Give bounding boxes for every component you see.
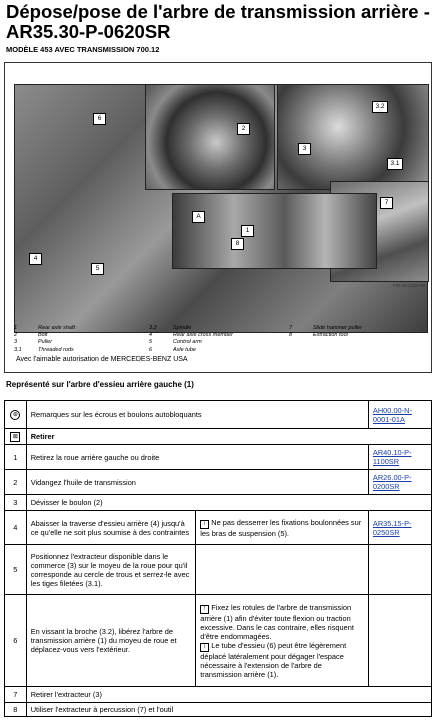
callout-6: 6 — [93, 113, 106, 125]
info-icon: ⊛ — [10, 410, 20, 420]
step-text: Abaisser la traverse d'essieu arrière (4) jusqu'à ce qu'elle ne soit plus soumise à des contraintes — [26, 511, 196, 545]
table-row: 7 Retirer l'extracteur (3) — [5, 687, 432, 703]
callout-8: 8 — [231, 238, 244, 250]
callout-A: A — [192, 211, 205, 223]
table-row: 5 Positionnez l'extracteur disponible dans le commerce (3) sur le moyeu de la roue pour qu'il corresponde au cercle de trous et serrez-le avec les tiges filetées (3.1). — [5, 545, 432, 595]
callout-4: 4 — [29, 253, 42, 265]
table-row: 1 Retirez la roue arrière gauche ou droite AR40.10-P-1100SR — [5, 445, 432, 470]
callout-3-1: 3.1 — [387, 158, 403, 170]
step-text: En vissant la broche (3.2), libérez l'arbre de transmission arrière (1) du moyeu de roue et déplacez-vous vers l'extérieur. — [26, 595, 196, 687]
step-text: Positionnez l'extracteur disponible dans le commerce (3) sur le moyeu de la roue pour qu'il corresponde au cercle de trous et serrez-le avec les tiges filetées (3.1). — [26, 545, 196, 595]
photo-extraction — [172, 193, 377, 269]
section-subtitle: Représenté sur l'arbre d'essieu arrière gauche (1) — [6, 380, 194, 389]
photo-wheel-hub — [145, 84, 275, 190]
step-text: Remarques sur les écrous et boulons autobloquants — [26, 401, 368, 429]
doc-link-AR26.00[interactable]: AR26.00-P-0200SR — [372, 473, 412, 491]
figure-panel: 6 2 3 3.2 3.1 7 A 1 4 5 8 P35.30-2166-09 1 Rear axle shaft 2 Bolt 3 Puller 3.1 Threaded rods 3.2 Spindle 4 Rear axle cross member 5 Control arm 6 Axle tube 7 Slide hammer puller 8 Extraction tool Avec l'aimable autorisation de MERCEDES-BENZ USA — [4, 62, 432, 373]
doc-link-AR40.10[interactable]: AR40.10-P-1100SR — [372, 448, 412, 466]
doc-link-AR35.15[interactable]: AR35.15-P-0250SR — [372, 518, 412, 537]
table-row — [5, 429, 432, 445]
table-row: 6 En vissant la broche (3.2), libérez l'arbre de transmission arrière (1) du moyeu de roue et déplacez-vous vers l'extérieur. ! Fixez les rotules de l'arbre de transmission arrière (1) afin d'éviter toute flexion ou traction excessive. Dans le cas contraire, elles risquent d'être endommagées. i Le tube d'essieu (6) peut être légèrement déplacé latéralement pour dégager l'espace nécessaire à l'extension de l'arbre de transmission arrière (1). — [5, 595, 432, 687]
step-text: Dévisser le boulon (2) — [26, 495, 431, 511]
warning-icon: ! — [200, 605, 209, 614]
page-title: Dépose/pose de l'arbre de transmission arrière - AR35.30-P-0620SR — [6, 1, 430, 42]
step-text: Vidangez l'huile de transmission — [26, 470, 368, 495]
remove-icon: ⊠ — [10, 432, 20, 442]
note-icon: i — [200, 520, 209, 529]
callout-7: 7 — [380, 197, 393, 209]
doc-link-AH00.00[interactable]: AH00.00-N-0001-01A — [372, 405, 412, 424]
table-row: 4 Abaisser la traverse d'essieu arrière (4) jusqu'à ce qu'elle ne soit plus soumise à des contraintes i Ne pas desserrer les fixations boulonnées sur les bras de suspension (5). AR35.15-P-0250SR — [5, 511, 432, 545]
photo-puller — [277, 84, 429, 190]
step-text: Retirez la roue arrière gauche ou droite — [26, 445, 368, 470]
note-icon: i — [200, 643, 209, 652]
table-row: 2 Vidangez l'huile de transmission AR26.00-P-0200SR — [5, 470, 432, 495]
callout-2: 2 — [237, 123, 250, 135]
courtesy-note: Avec l'aimable autorisation de MERCEDES-BENZ USA — [16, 356, 188, 363]
callout-3-2: 3.2 — [372, 101, 388, 113]
step-note: Ne pas desserrer les fixations boulonnées sur les bras de suspension (5). — [200, 517, 362, 538]
model-label: MODÈLE 453 AVEC TRANSMISSION 700.12 — [6, 45, 160, 54]
step-text: Utiliser l'extracteur à percussion (7) et l'outil — [26, 703, 431, 717]
step-text: Retirer — [26, 429, 431, 445]
figure-reference: P35.30-2166-09 — [392, 283, 425, 288]
step-text: Retirer l'extracteur (3) — [26, 687, 431, 703]
table-row: 3 Dévisser le boulon (2) — [5, 495, 432, 511]
callout-1: 1 — [241, 225, 254, 237]
step-note-2: Le tube d'essieu (6) peut être légèrement déplacé latéralement pour dégager l'espace nécessaire à l'extension de l'arbre de transmission arrière (1). — [200, 640, 347, 679]
procedure-table — [4, 400, 432, 717]
table-row: 8 Utiliser l'extracteur à percussion (7) et l'outil — [5, 703, 432, 717]
callout-3: 3 — [298, 143, 311, 155]
callout-5: 5 — [91, 263, 104, 275]
table-row — [5, 401, 432, 429]
step-note: Fixez les rotules de l'arbre de transmission arrière (1) afin d'éviter toute flexion ou traction excessive. Dans le cas contraire, elles risquent d'être endommagées. — [200, 602, 354, 641]
